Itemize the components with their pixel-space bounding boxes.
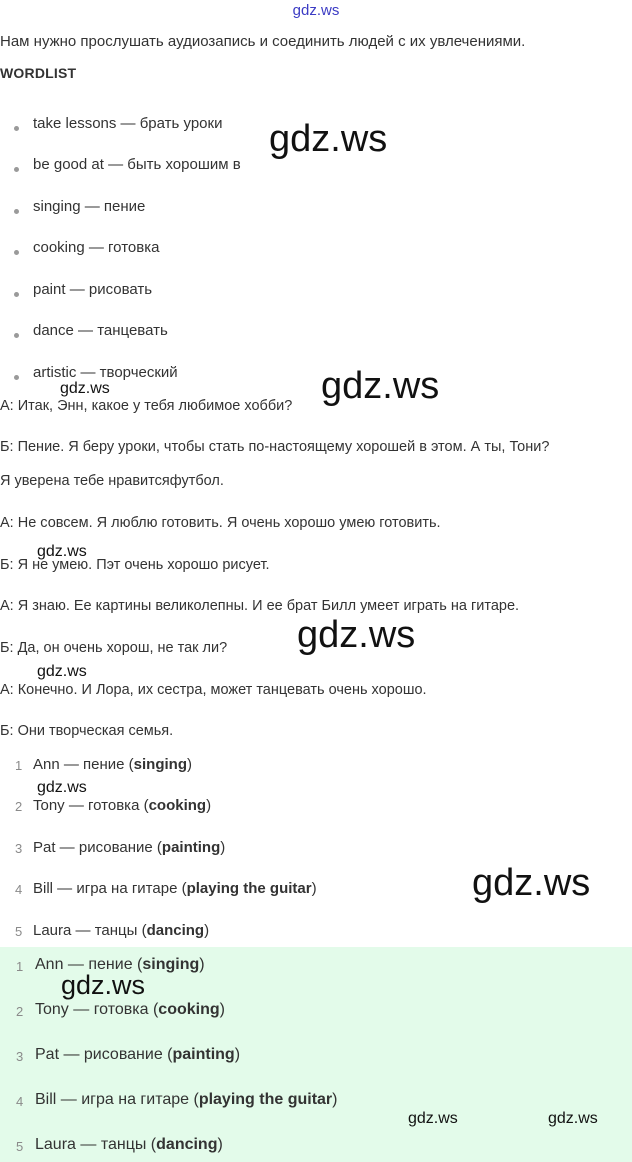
answer-item: Bill — игра на гитаре (playing the guitar): [33, 880, 317, 897]
watermark: gdz.ws: [60, 380, 110, 397]
site-watermark-header[interactable]: gdz.ws: [292, 2, 340, 19]
bullet-icon: [14, 126, 19, 131]
answer-item: Pat — рисование (painting): [33, 839, 226, 856]
watermark: gdz.ws: [321, 365, 440, 407]
answer-number: 2: [16, 1004, 24, 1019]
answer-item: Ann — пение (singing): [33, 756, 192, 773]
wordlist-item: cooking — готовка: [33, 239, 160, 256]
watermark: gdz.ws: [61, 970, 146, 1000]
watermark: gdz.ws: [37, 543, 87, 560]
dialogue-line: А: Не совсем. Я люблю готовить. Я очень хорошо умею готовить.: [0, 515, 441, 531]
bullet-icon: [14, 375, 19, 380]
dialogue-line: Б: Да, он очень хорош, не так ли?: [0, 640, 228, 656]
wordlist-item: artistic — творческий: [33, 364, 178, 381]
answer-number: 3: [15, 841, 23, 856]
answer-number: 2: [15, 799, 23, 814]
dialogue-line: А: Итак, Энн, какое у тебя любимое хобби?: [0, 398, 293, 414]
bullet-icon: [14, 250, 19, 255]
dialogue-line: Я уверена тебе нравитсяфутбол.: [0, 473, 224, 489]
dialogue-line: Б: Они творческая семья.: [0, 723, 174, 739]
watermark: gdz.ws: [472, 862, 591, 904]
bullet-icon: [14, 292, 19, 297]
watermark: gdz.ws: [269, 118, 388, 160]
watermark: gdz.ws: [548, 1110, 598, 1127]
dialogue-line: А: Конечно. И Лора, их сестра, может танцевать очень хорошо.: [0, 682, 427, 698]
answer-number: 5: [16, 1139, 24, 1154]
answer-number: 3: [16, 1049, 24, 1064]
wordlist-item: take lessons — брать уроки: [33, 115, 223, 132]
answer-number: 4: [15, 882, 23, 897]
wordlist-item: paint — рисовать: [33, 281, 153, 298]
answer-item: Laura — танцы (dancing): [35, 1136, 223, 1153]
wordlist-heading: WORDLIST: [0, 65, 77, 81]
answer-item: Bill — игра на гитаре (playing the guitar): [35, 1091, 338, 1108]
watermark: gdz.ws: [37, 779, 87, 796]
watermark: gdz.ws: [37, 663, 87, 680]
answer-item: Laura — танцы (dancing): [33, 922, 210, 939]
dialogue-line: Б: Я не умею. Пэт очень хорошо рисует.: [0, 557, 270, 573]
answer-number: 1: [16, 959, 24, 974]
task-intro: Нам нужно прослушать аудиозапись и соединить людей с их увлечениями.: [0, 33, 526, 50]
answer-number: 5: [15, 924, 23, 939]
answer-item: Tony — готовка (cooking): [33, 797, 212, 814]
watermark: gdz.ws: [408, 1110, 458, 1127]
dialogue-line: А: Я знаю. Ее картины великолепны. И ее брат Билл умеет играть на гитаре.: [0, 598, 520, 614]
wordlist-item: dance — танцевать: [33, 322, 168, 339]
bullet-icon: [14, 167, 19, 172]
bullet-icon: [14, 209, 19, 214]
wordlist-item: singing — пение: [33, 198, 146, 215]
bullet-icon: [14, 333, 19, 338]
answer-item: Ann — пение (singing): [35, 956, 205, 973]
answer-item: Pat — рисование (painting): [35, 1046, 241, 1063]
answer-number: 4: [16, 1094, 24, 1109]
answer-number: 1: [15, 758, 23, 773]
answer-item: Tony — готовка (cooking): [35, 1001, 225, 1018]
dialogue-line: Б: Пение. Я беру уроки, чтобы стать по-настоящему хорошей в этом. А ты, Тони?: [0, 439, 550, 455]
wordlist-item: be good at — быть хорошим в: [33, 156, 241, 173]
watermark: gdz.ws: [297, 614, 416, 656]
